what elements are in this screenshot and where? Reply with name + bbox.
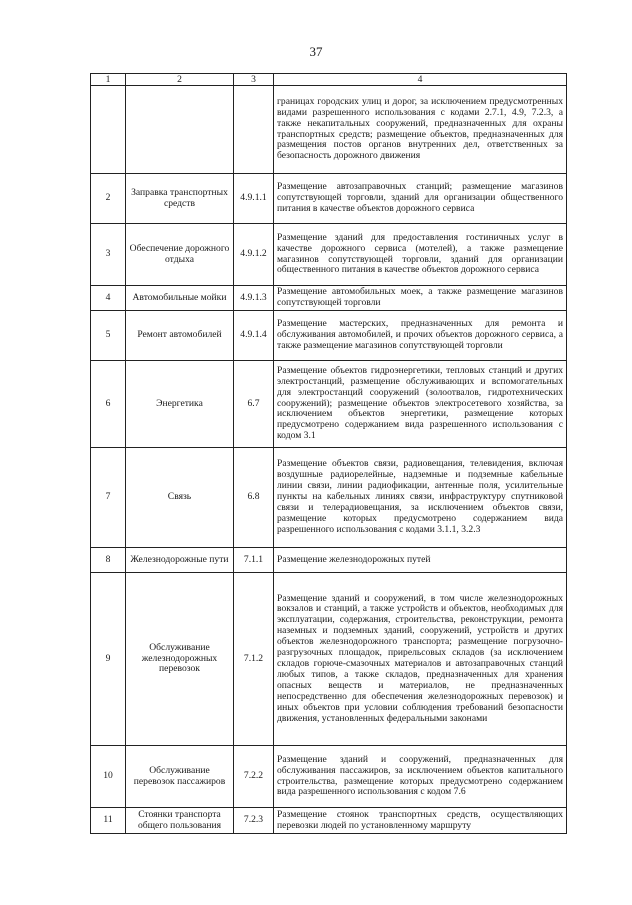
row-code: 4.9.1.4 [234, 311, 274, 361]
table-row [91, 311, 567, 361]
header-col-1: 1 [91, 74, 126, 86]
row-description: Размещение стоянок транспортных средств, осуществляющих перевозки людей по установленному маршруту [274, 808, 567, 834]
row-description: Размещение железнодорожных путей [274, 548, 567, 573]
row-number: 5 [91, 311, 126, 361]
row-number: 7 [91, 448, 126, 548]
row-description: границах городских улиц и дорог, за исключением предусмотренных видами разрешенного использования с кодами 2.7.1, 4.9, 7.2.3, а также некапитальных сооружений, предназначенных для охраны транспортных средств; размещение объектов, предназначенных для размещения постов органов внутренних дел, ответственных за безопасность дорожного движения [274, 86, 567, 174]
row-name: Связь [126, 448, 234, 548]
row-description: Размещение мастерских, предназначенных для ремонта и обслуживания автомобилей, и прочих объектов дорожного сервиса, а также размещение магазинов сопутствующей торговли [274, 311, 567, 361]
table-row [91, 746, 567, 808]
row-code [234, 86, 274, 174]
table-row [91, 174, 567, 224]
land-use-table [90, 73, 567, 834]
table-row [91, 548, 567, 573]
table-row [91, 808, 567, 834]
row-number: 2 [91, 174, 126, 224]
row-number: 10 [91, 746, 126, 808]
table-row [91, 286, 567, 311]
row-name: Ремонт автомобилей [126, 311, 234, 361]
row-number: 9 [91, 573, 126, 746]
table-header-row [91, 74, 567, 86]
row-name: Обеспечение дорожного отдыха [126, 224, 234, 286]
table-row [91, 86, 567, 174]
row-code: 6.7 [234, 361, 274, 448]
row-name: Автомобильные мойки [126, 286, 234, 311]
row-number: 4 [91, 286, 126, 311]
row-number: 8 [91, 548, 126, 573]
header-col-4: 4 [274, 74, 567, 86]
table-row [91, 448, 567, 548]
header-col-3: 3 [234, 74, 274, 86]
header-col-2: 2 [126, 74, 234, 86]
row-name: Энергетика [126, 361, 234, 448]
row-name [126, 86, 234, 174]
row-description: Размещение зданий для предоставления гостиничных услуг в качестве дорожного сервиса (мотелей), а также размещение магазинов сопутствующей торговли, зданий для организации общественного питания в качестве объектов дорожного сервиса [274, 224, 567, 286]
row-code: 4.9.1.3 [234, 286, 274, 311]
page-number: 37 [309, 44, 323, 59]
row-description: Размещение автозаправочных станций; размещение магазинов сопутствующей торговли, зданий для организации общественного питания в качестве объектов дорожного сервиса [274, 174, 567, 224]
row-code: 7.1.2 [234, 573, 274, 746]
row-description: Размещение объектов гидроэнергетики, тепловых станций и других электростанций, размещение обслуживающих и вспомогательных для электростанций сооружений (золоотвалов, гидротехнических сооружений); размещение объектов электросетевого хозяйства, за исключением объектов энергетики, размещение которых предусмотрено содержанием вида разрешенного использования с кодом 3.1 [274, 361, 567, 448]
row-description: Размещение объектов связи, радиовещания, телевидения, включая воздушные радиорелейные, надземные и подземные кабельные линии связи, линии радиофикации, антенные поля, усилительные пункты на кабельных линиях связи, инфраструктуру спутниковой связи и телерадиовещания, за исключением объектов связи, размещение которых предусмотрено содержанием вида разрешенного использования с кодами 3.1.1, 3.2.3 [274, 448, 567, 548]
table-row [91, 573, 567, 746]
row-number: 11 [91, 808, 126, 834]
table-row [91, 361, 567, 448]
row-number: 3 [91, 224, 126, 286]
row-code: 4.9.1.2 [234, 224, 274, 286]
row-number: 6 [91, 361, 126, 448]
row-description: Размещение зданий и сооружений, предназначенных для обслуживания пассажиров, за исключением объектов капитального строительства, размещение которых предусмотрено содержанием вида разрешенного использования с кодом 7.6 [274, 746, 567, 808]
row-code: 4.9.1.1 [234, 174, 274, 224]
row-description: Размещение зданий и сооружений, в том числе железнодорожных вокзалов и станций, а также устройств и объектов, необходимых для эксплуатации, содержания, строительства, реконструкции, ремонта наземных и подземных зданий, сооружений, устройств и других объектов железнодорожного транспорта; размещение погрузочно-разгрузочных площадок, прирельсовых складов (за исключением складов горюче-смазочных материалов и автозаправочных станций любых типов, а также складов, предназначенных для хранения опасных веществ и материалов, не предназначенных непосредственно для обеспечения железнодорожных перевозок) и иных объектов при условии соблюдения требований безопасности движения, установленных федеральными законами [274, 573, 567, 746]
row-code: 7.2.2 [234, 746, 274, 808]
row-name: Стоянки транспорта общего пользования [126, 808, 234, 834]
row-description: Размещение автомобильных моек, а также размещение магазинов сопутствующей торговли [274, 286, 567, 311]
row-name: Обслуживание перевозок пассажиров [126, 746, 234, 808]
row-code: 7.1.1 [234, 548, 274, 573]
row-code: 7.2.3 [234, 808, 274, 834]
row-name: Обслуживание железнодорожных перевозок [126, 573, 234, 746]
row-code: 6.8 [234, 448, 274, 548]
row-name: Железнодорожные пути [126, 548, 234, 573]
row-name: Заправка транспортных средств [126, 174, 234, 224]
row-number [91, 86, 126, 174]
table-row [91, 224, 567, 286]
